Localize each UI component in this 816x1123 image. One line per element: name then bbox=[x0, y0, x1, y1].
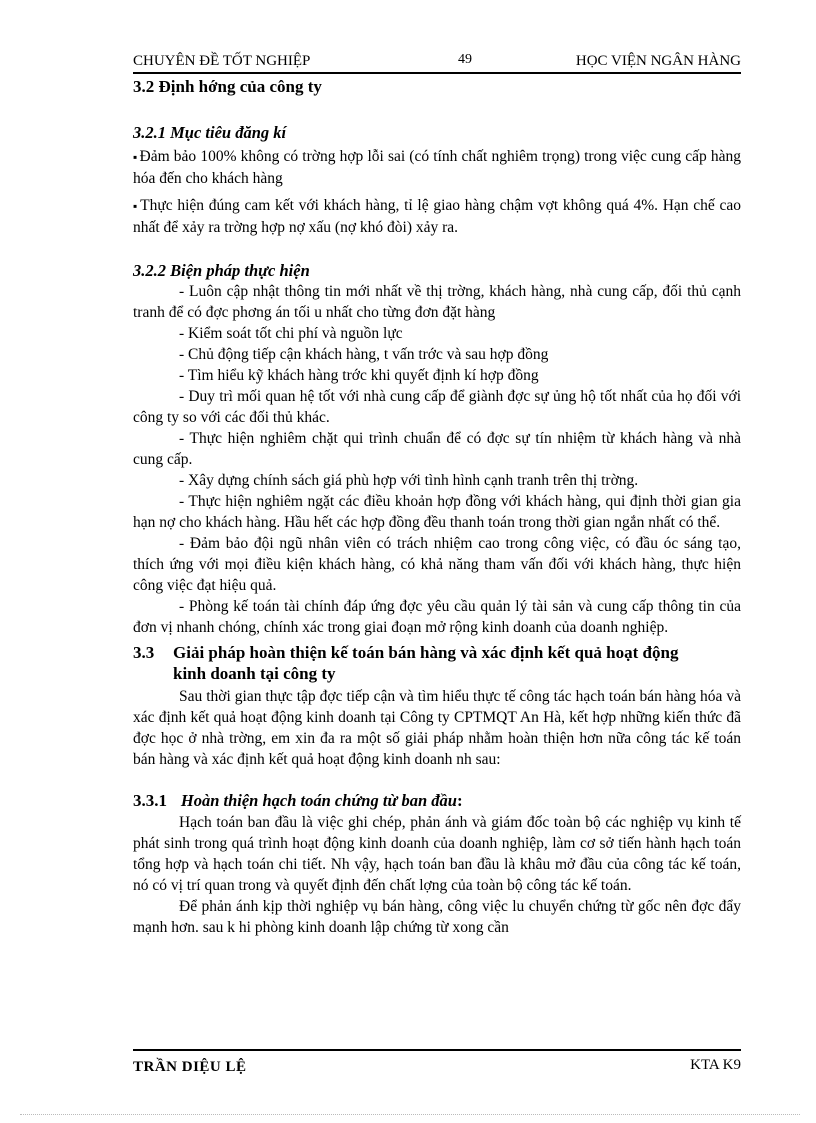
bullet-item: ▪ Thực hiện đúng cam kết với khách hàng, tỉ lệ giao hàng chậm vợt không quá 4%. Hạn chế cao nhất để xảy ra trờng hợp nợ xấu (nợ khó đòi) xảy ra. bbox=[133, 195, 741, 238]
header-right-text: HỌC VIỆN NGÂN HÀNG bbox=[575, 53, 741, 69]
section-3-2-2-title: 3.2.2 Biện pháp thực hiện bbox=[133, 261, 310, 280]
section-3-3-1-title: Hoàn thiện hạch toán chứng từ ban đầu bbox=[180, 791, 457, 810]
measure-item: - Phòng kế toán tài chính đáp ứng đợc yêu cầu quản lý tài sản và cung cấp thông tin của đơn vị nhanh chóng, chính xác trong giai đoạn mở rộng kinh doanh của doanh nghiệp. bbox=[133, 598, 741, 636]
section-3-3-title-line2: kinh doanh tại công ty bbox=[173, 664, 336, 683]
measure-item: - Duy trì mối quan hệ tốt với nhà cung cấp để giành đợc sự ủng hộ tốt nhất của họ đối với công ty so với các đối thủ khác. bbox=[133, 388, 741, 426]
section-3-3-heading bbox=[133, 642, 741, 684]
measure-item: - Luôn cập nhật thông tin mới nhất về thị trờng, khách hàng, nhà cung cấp, đối thủ cạnh tranh để có đợc phơng án tối u nhất cho từng đơn đặt hàng bbox=[133, 283, 741, 321]
page-bottom-divider bbox=[20, 1114, 800, 1115]
section-3-3-1-paragraph: Để phản ánh kịp thời nghiệp vụ bán hàng, công việc lu chuyển chứng từ gốc nên đợc đẩy mạnh hơn. sau k hi phòng kinh doanh lập chứng từ xong cần bbox=[133, 898, 741, 936]
footer-author: TRẦN DIỆU LỆ bbox=[133, 1059, 247, 1075]
section-3-2-1-title: 3.2.1 Mục tiêu đăng kí bbox=[133, 123, 287, 142]
section-3-3-number: 3.3 bbox=[133, 643, 155, 662]
measure-item: - Kiểm soát tốt chi phí và nguồn lực bbox=[179, 325, 403, 342]
section-3-3-1-number: 3.3.1 bbox=[133, 791, 167, 810]
footer-class: KTA K9 bbox=[690, 1057, 741, 1073]
measure-item: - Xây dựng chính sách giá phù hợp với tình hình cạnh tranh trên thị trờng. bbox=[179, 472, 639, 489]
section-3-3-1-paragraph: Hạch toán ban đầu là việc ghi chép, phản ánh và giám đốc toàn bộ các nghiệp vụ kinh tế phát sinh trong quá trình hoạt động kinh doanh của doanh nghiệp, làm cơ sở tiến hành hạch toán tổng hợp và hạch toán chi tiết. Nh vậy, hạch toán ban đầu là khâu mở đầu của công tác kế toán, nó có vị trí quan trong và quyết định đến chất lợng của toàn bộ công tác kế toán. bbox=[133, 814, 741, 894]
measure-item: - Thực hiện nghiêm ngặt các điều khoản hợp đồng với khách hàng, qui định thời gian gia hạn nợ cho khách hàng. Hầu hết các hợp đồng đều thanh toán trong thời gian ngắn nhất có thể. bbox=[133, 493, 741, 531]
page-footer bbox=[133, 1049, 741, 1075]
section-3-3-1-colon: : bbox=[456, 791, 463, 810]
section-3-3-1-heading bbox=[133, 790, 741, 812]
measure-item: - Tìm hiểu kỹ khách hàng trớc khi quyết định kí hợp đồng bbox=[179, 367, 539, 384]
section-3-2-title: 3.2 Định hớng của công ty bbox=[133, 77, 322, 96]
section-3-3-paragraph: Sau thời gian thực tập đợc tiếp cận và tìm hiểu thực tế công tác hạch toán bán hàng hóa và xác định kết quả hoạt động kinh doanh tại Công ty CPTMQT An Hà, kết hợp những kiến thức đã đợc học ở nhà trờng, em xin đa ra một số giải pháp nhằm hoàn thiện hơn nữa công tác kế toán bán hàng và xác định kết quả hoạt động kinh doanh nh sau: bbox=[133, 688, 741, 768]
header-left-text: CHUYÊN ĐỀ TỐT NGHIỆP bbox=[133, 53, 311, 69]
measure-item: - Đảm bảo đội ngũ nhân viên có trách nhiệm cao trong công việc, có đầu óc sáng tạo, thích ứng với mọi điều kiện khách hàng, có khả năng tham vấn đối với khách hàng, thực hiện công việc đạt hiệu quả. bbox=[133, 535, 741, 594]
section-3-3-title-line1: Giải pháp hoàn thiện kế toán bán hàng và xác định kết quả hoạt động bbox=[173, 643, 679, 662]
page-number: 49 bbox=[458, 52, 472, 67]
page-header bbox=[133, 50, 741, 74]
measure-item: - Chủ động tiếp cận khách hàng, t vấn trớc và sau hợp đồng bbox=[179, 346, 549, 363]
bullet-item: ▪ Đảm bảo 100% không có trờng hợp lỗi sai (có tính chất nghiêm trọng) trong việc cung cấp hàng hóa đến cho khách hàng bbox=[133, 146, 741, 189]
measure-item: - Thực hiện nghiêm chặt qui trình chuẩn để có đợc sự tín nhiệm từ khách hàng và nhà cung cấp. bbox=[133, 430, 741, 468]
page-content bbox=[133, 76, 741, 938]
